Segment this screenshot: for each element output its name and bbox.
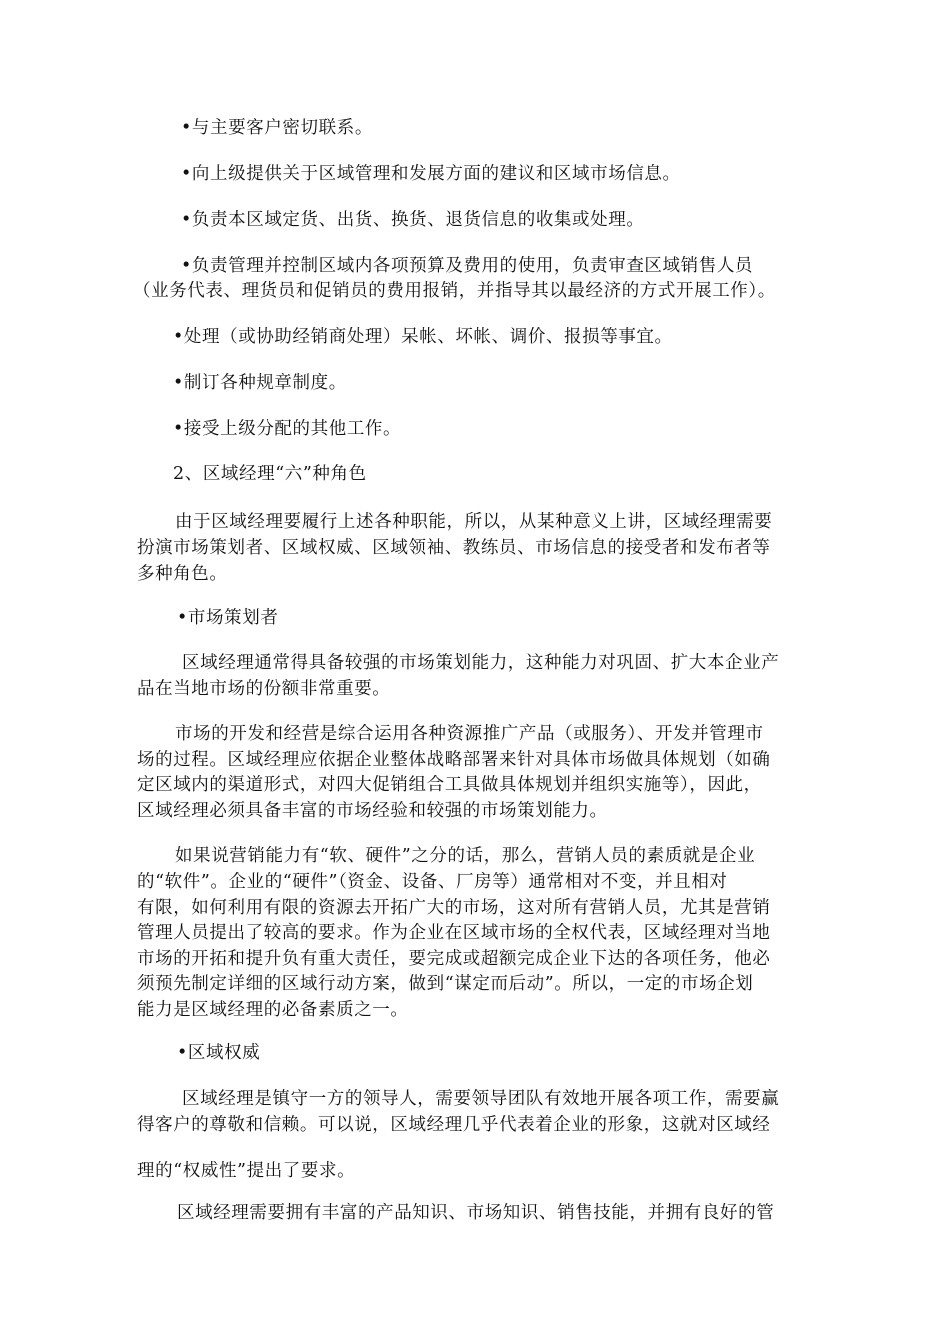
text-line: •接受上级分配的其他工作。 [173,419,402,439]
text-line: 区域经理需要拥有丰富的产品知识、市场知识、销售技能，并拥有良好的管 [177,1203,775,1223]
text-line: •负责管理并控制区域内各项预算及费用的使用，负责审查区域销售人员 [181,256,754,276]
text-line: 场的过程。区域经理应依据企业整体战略部署来针对具体市场做具体规划（如确 [137,750,771,770]
text-line: （业务代表、理货员和促销员的费用报销，并指导其以最经济的方式开展工作）。 [133,281,776,301]
text-line: 的“软件”。企业的“硬件”（资金、设备、厂房等）通常相对不变，并且相对 [137,872,728,892]
text-line: •处理（或协助经销商处理）呆帐、坏帐、调价、报损等事宜。 [173,327,673,347]
text-line: 扮演市场策划者、区域权威、区域领袖、教练员、市场信息的接受者和发布者等 [137,538,771,558]
text-line: 由于区域经理要履行上述各种职能，所以，从某种意义上讲，区域经理需要 [175,512,773,532]
text-line: 区域经理通常得具备较强的市场策划能力，这种能力对巩固、扩大本企业产 [182,653,780,673]
text-line: 定区域内的渠道形式，对四大促销组合工具做具体规划并组织实施等），因此， [137,775,762,795]
text-line: 市场的开发和经营是综合运用各种资源推广产品（或服务）、开发并管理市 [175,724,764,744]
text-line: •负责本区域定货、出货、换货、退货信息的收集或处理。 [181,210,645,230]
text-line: 市场的开拓和提升负有重大责任，要完成或超额完成企业下达的各项任务，他必 [137,949,771,969]
section-heading: 2、区域经理“六”种角色 [173,464,367,484]
text-line: 能力是区域经理的必备素质之一。 [137,1000,409,1020]
text-line: 得客户的尊敬和信赖。可以说，区域经理几乎代表着企业的形象，这就对区域经 [137,1115,771,1135]
text-line: 多种角色。 [137,564,228,584]
text-line: 管理人员提出了较高的要求。作为企业在区域市场的全权代表，区域经理对当地 [137,923,771,943]
text-line: 有限，如何利用有限的资源去开拓广大的市场，这对所有营销人员，尤其是营销 [137,898,771,918]
bullet-heading: •区域权威 [177,1043,261,1063]
text-line: 须预先制定详细的区域行动方案，做到“谋定而后动”。所以，一定的市场企划 [137,974,754,994]
text-line: 理的“权威性”提出了要求。 [137,1161,356,1181]
text-line: •向上级提供关于区域管理和发展方面的建议和区域市场信息。 [181,164,681,184]
bullet-heading: •市场策划者 [177,608,279,628]
text-line: •与主要客户密切联系。 [181,118,373,138]
text-line: 区域经理是镇守一方的领导人，需要领导团队有效地开展各项工作，需要赢 [182,1089,780,1109]
text-line: 区域经理必须具备丰富的市场经验和较强的市场策划能力。 [137,801,608,821]
text-line: 如果说营销能力有“软、硬件”之分的话，那么，营销人员的素质就是企业 [175,846,756,866]
text-line: 品在当地市场的份额非常重要。 [137,679,391,699]
text-line: •制订各种规章制度。 [173,373,347,393]
